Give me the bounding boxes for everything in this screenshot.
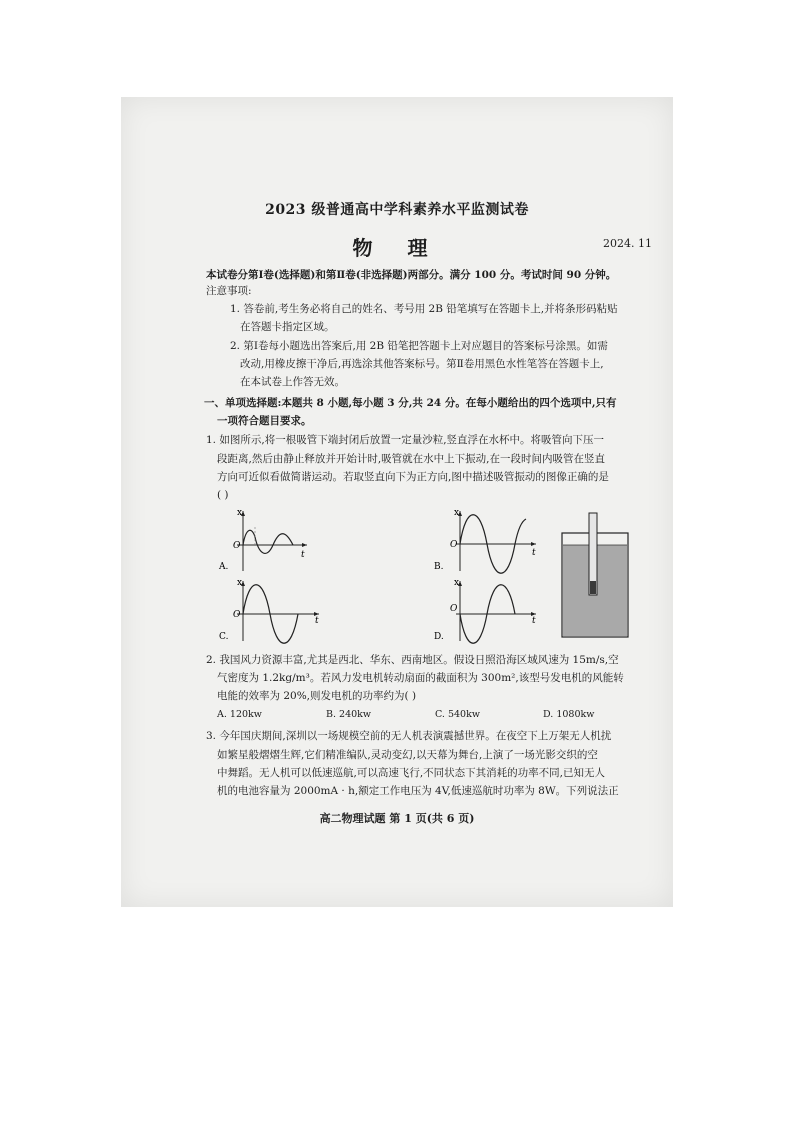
sine-curve [243,530,293,553]
section-heading: 一、单项选择题:本题共 8 小题,每小题 3 分,共 24 分。在每小题给出的四个选项中,只有 [204,397,617,409]
axis-label-x: x [237,578,243,588]
axis-label-t: t [301,550,305,560]
option-label: C. [219,632,229,642]
question-2-line: 气密度为 1.2kg/m³。若风力发电机转动扇面的截面积为 300m²,该型号发电机的风能转 [217,672,624,684]
note-line: 在本试卷上作答无效。 [240,376,345,388]
exam-date: 2024. 11 [603,237,652,250]
notice-label: 注意事项: [206,285,252,297]
section-heading-cont: 一项符合题目要求。 [217,415,312,427]
straw-in-cup-diagram [556,511,636,641]
sand [590,581,596,594]
note-line: 2. 第Ⅰ卷每小题选出答案后,用 2B 铅笔把答题卡上对应题目的答案标号涂黑。如需 [230,340,608,352]
axis-label-t: t [532,616,536,626]
origin-label: O [233,541,241,551]
option-b: B. 240kw [326,709,372,720]
question-1-line: 方向可近似看做简谐运动。若取竖直向下为正方向,图中描述吸管振动的图像正确的是 [217,471,609,483]
note-line: 改动,用橡皮擦干净后,再选涂其他答案标号。第Ⅱ卷用黑色水性笔答在答题卡上, [240,358,604,370]
exam-page [121,97,673,907]
graph-option-b [432,507,542,575]
exam-intro: 本试卷分第Ⅰ卷(选择题)和第Ⅱ卷(非选择题)两部分。满分 100 分。考试时间 90 分钟。 [206,269,617,281]
question-1-line: 1. 如图所示,将一根吸管下端封闭后放置一定量沙粒,竖直浮在水杯中。将吸管向下压一 [206,434,605,446]
question-1-line: 段距离,然后由静止释放并开始计时,吸管就在水中上下振动,在一段时间内吸管在竖直 [217,453,606,465]
option-label: A. [219,562,229,572]
subject-title: 物 理 [352,236,442,260]
axis-label-t: t [315,616,319,626]
note-line: 在答题卡指定区域。 [240,321,335,333]
option-a: A. 120kw [217,709,262,720]
exam-title: 2023 级普通高中学科素养水平监测试卷 [265,202,529,218]
question-3-line: 3. 今年国庆期间,深圳以一场规模空前的无人机表演震撼世界。在夜空下上万架无人机扰 [206,730,612,742]
origin-label: O [233,610,241,620]
note-line: 1. 答卷前,考生务必将自己的姓名、考号用 2B 铅笔填写在答题卡上,并将条形码粘贴 [230,303,618,315]
axis-label-x: x [454,578,460,588]
origin-label: O [450,604,458,614]
axis-label-x: x [454,508,460,518]
page-footer: 高二物理试题 第 1 页(共 6 页) [319,812,475,825]
option-c: C. 540kw [435,709,480,720]
axis-label-t: t [532,548,536,558]
origin-label: O [450,540,458,550]
axis-label-x: x [237,508,243,518]
question-3-line: 机的电池容量为 2000mA · h,额定工作电压为 4V,低速巡航时功率为 8W。下列说法正 [217,785,619,797]
option-d: D. 1080kw [543,709,595,720]
question-3-line: 中舞蹈。无人机可以低速巡航,可以高速飞行,不同状态下其消耗的功率不同,已知无人 [217,767,606,779]
option-label: D. [434,632,444,642]
graph-option-c [215,577,325,645]
question-2-line: 电能的效率为 20%,则发电机的功率约为( ) [217,690,417,702]
option-label: B. [434,562,444,572]
graph-option-d [432,577,542,645]
question-1-answer-blank: ( ) [217,489,229,501]
graph-option-a [215,507,315,575]
question-2-line: 2. 我国风力资源丰富,尤其是西北、华东、西南地区。假设日照沿海区域风速为 15m/s,空 [206,654,619,666]
question-3-line: 如繁星般熠熠生辉,它们精准编队,灵动变幻,以天幕为舞台,上演了一场光影交织的空 [217,749,598,761]
